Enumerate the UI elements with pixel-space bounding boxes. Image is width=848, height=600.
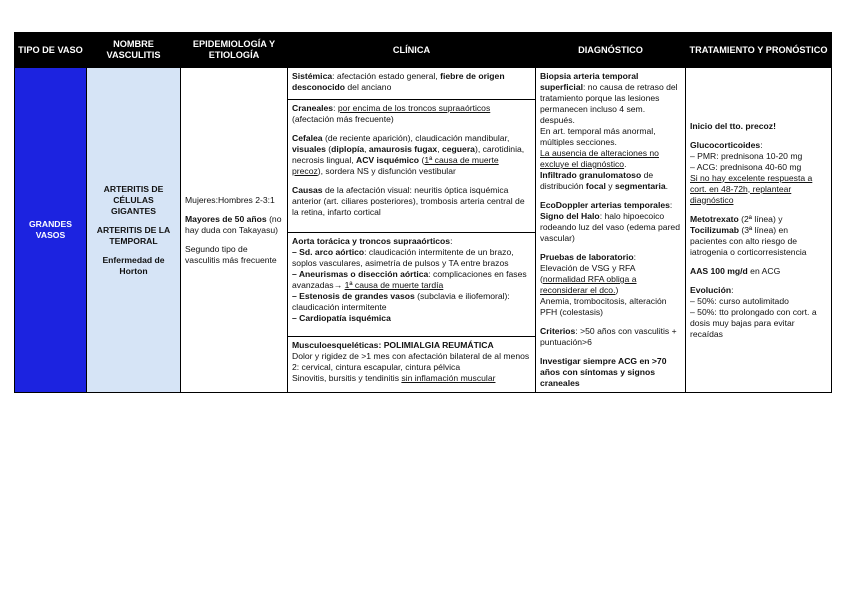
header-diagnostico: DIAGNÓSTICO — [536, 33, 686, 68]
header-tipo-vaso: TIPO DE VASO — [15, 33, 87, 68]
diagnosis-cell: Biopsia arteria temporal superficial: no causa de retraso del tratamiento porque las lesiones permanecen incluso 4 sem. después. En art. temporal más anormal, múltiples secciones. La ausencia de alteraciones no excluye el diagnóstico. Infiltrado granulomatoso de distribución focal y segmentaria. EcoDoppler arterias temporales: Signo del Halo: halo hipoecoico rodeando luz del vaso (edema pared vascular) Pruebas de laboratorio: Elevación de VSG y RFA (normalidad RFA obliga a reconsiderar el dco.) Anemia, trombocitosis, alteración PFH (colestasis) Criterios: >50 años con vasculitis + puntuación>6 Investigar siempre ACG en >70 años con síntomas y signos craneales — [536, 68, 686, 393]
diag-investigate: Investigar siempre ACG en >70 años con síntomas y signos craneales — [540, 356, 667, 388]
header-nombre: NOMBRE VASCULITIS — [87, 33, 181, 68]
header-tratamiento: TRATAMIENTO Y PRONÓSTICO — [686, 33, 832, 68]
diag-lab: Pruebas de laboratorio: — [540, 252, 636, 262]
vasculitis-name-cell — [87, 68, 181, 393]
treat-gc: Glucocorticoides: — [690, 139, 763, 150]
diag-halo: Signo del Halo: halo hipoecoico rodeando luz del vaso (edema pared vascular) — [540, 211, 680, 243]
row-1 — [15, 68, 832, 100]
epi-age: Mayores de 50 años (no hay duda con Takayasu) — [185, 213, 282, 235]
treat-start: Inicio del tto. precoz! — [690, 120, 776, 131]
name-temporal: ARTERITIS DE LA TEMPORAL — [96, 224, 171, 246]
treat-evolution: Evolución: — [690, 284, 734, 295]
diag-biopsy: Biopsia arteria temporal superficial: no causa de retraso del tratamiento porque las lesiones permanecen incluso 4 sem. después. — [540, 71, 678, 125]
treat-mtx: Metotrexato (2ª línea) y Tocilizumab (3ª línea) en pacientes con alto riesgo de iatrogenia o corticorresistencia — [690, 213, 807, 257]
vessel-type-cell: GRANDES VASOS — [15, 68, 87, 393]
treat-aas: AAS 100 mg/d en ACG — [690, 265, 781, 276]
clinic-aorta: Aorta torácica y troncos supraaórticos: – Sd. arco aórtico: claudicación intermitente de un brazo, soplos vasculares, asimetría de pulsos y TA entre brazos – Aneurismas o disección aórtica: complicaciones en fases avanzadas→ 1ª causa de muerte tardía – Estenosis de grandes vasos (subclavia e iliofemoral): claudicación intermitente – Cardiopatía isquémica — [288, 233, 536, 337]
header-clinica: CLÍNICA — [288, 33, 536, 68]
name-acg: ARTERITIS DE CÉLULAS GIGANTES — [103, 183, 164, 216]
header-row — [15, 33, 832, 68]
epi-ratio: Mujeres:Hombres 2-3:1 — [185, 194, 275, 205]
treatment-cell: Inicio del tto. precoz! Glucocorticoides: – PMR: prednisona 10-20 mg – ACG: prednisona 40-60 mg Si no hay excelente respuesta a cort. en 48-72h, replantear diagnóstico Metotrexato (2ª línea) y Tocilizumab (3ª línea) en pacientes con alto riesgo de iatrogenia o corticorresistencia AAS 100 mg/d en ACG Evolución: – 50%: curso autolimitado – 50%: tto prolongado con cort. a dosis muy bajas para evitar recaídas — [686, 68, 832, 393]
name-horton: Enfermedad de Horton — [102, 254, 165, 276]
epidemiology-cell — [181, 68, 288, 393]
epi-frequency: Segundo tipo de vasculitis más frecuente — [185, 243, 277, 265]
clinic-systemic: Sistémica: afectación estado general, fiebre de origen desconocido del anciano — [288, 68, 536, 100]
header-epidemiologia: EPIDEMIOLOGÍA Y ETIOLOGÍA — [181, 33, 288, 68]
vasculitis-table — [14, 32, 832, 393]
diag-ecodoppler: EcoDoppler arterias temporales: — [540, 200, 673, 210]
diag-infiltrate: Infiltrado granulomatoso de distribución focal y segmentaria. — [540, 170, 669, 191]
clinic-cranial: Craneales: por encima de los troncos supraaórticos (afectación más frecuente) Cefalea (de reciente aparición), claudicación mandibular, visuales (diplopía, amaurosis fugax, ceguera), carotidinia, necrosis lingual, ACV isquémico (1ª causa de muerte precoz), sordera NS y disfunción vestibular Causas de la afectación visual: neuritis óptica isquémica anterior (art. ciliares posteriores), trombosis arteria central de la retina, infarto cortical — [288, 99, 536, 233]
diag-criteria: Criterios: >50 años con vasculitis + puntuación>6 — [540, 326, 677, 347]
clinic-musculoskeletal: Musculoesqueléticas: POLIMIALGIA REUMÁTICA Dolor y rigidez de >1 mes con afectación bilateral de al menos 2: cervical, cintura escapular, cintura pélvica Sinovitis, bursitis y tendinitis sin inflamación muscular — [288, 337, 536, 393]
